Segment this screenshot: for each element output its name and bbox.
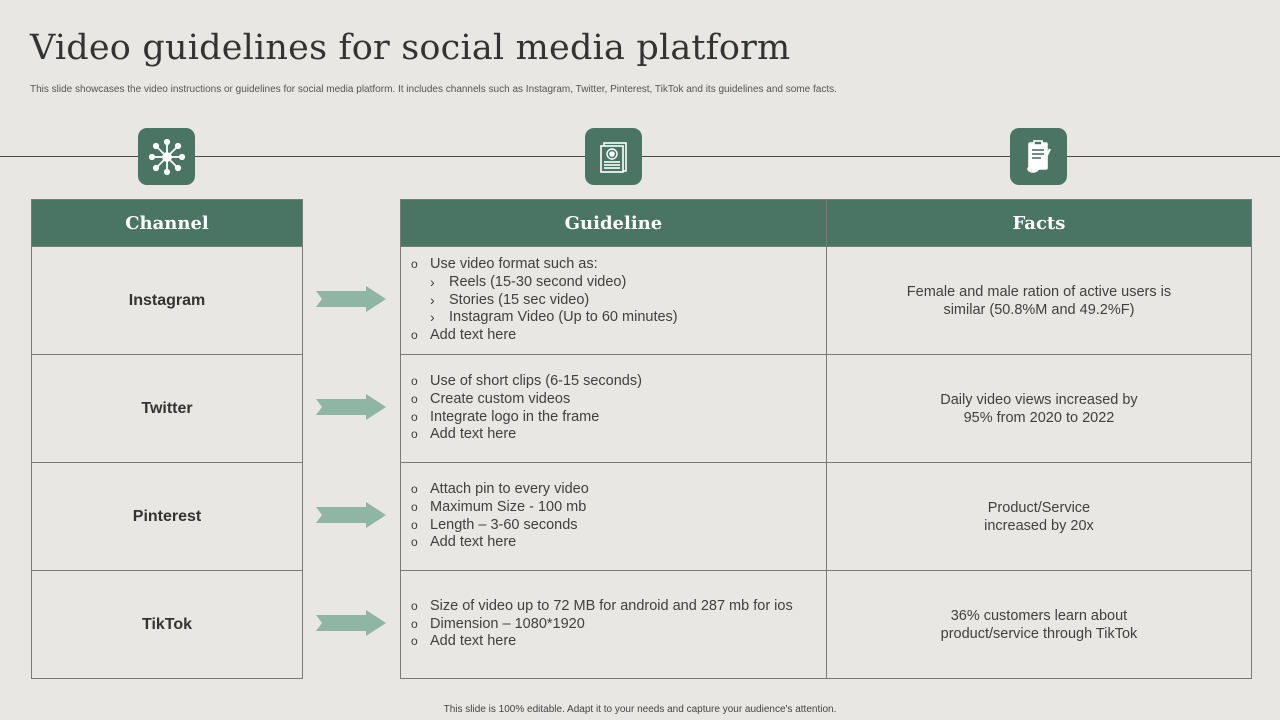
guideline-cell <box>401 463 827 571</box>
bullet: o <box>411 328 418 343</box>
facts-cell <box>826 247 1251 355</box>
guideline-facts-table <box>400 199 1252 679</box>
guideline-text: Maximum Size - 100 mb <box>430 498 587 515</box>
channel-header: Channel <box>32 200 303 247</box>
bullet: o <box>411 391 418 406</box>
bullet: o <box>411 634 418 649</box>
page-subtitle: This slide showcases the video instructions or guidelines for social media platform. It includes channels such as Instagram, Twitter, Pinterest, TikTok and its guidelines and some facts. <box>30 84 837 95</box>
arrow-right-icon <box>316 394 386 420</box>
guideline-text: Dimension – 1080*1920 <box>430 615 585 632</box>
guideline-text: Use of short clips (6-15 seconds) <box>430 372 642 389</box>
clipboard-pen-icon <box>1010 128 1067 185</box>
guideline-cell <box>401 247 827 355</box>
arrow-right-icon <box>316 286 386 312</box>
footer-note: This slide is 100% editable. Adapt it to your needs and capture your audience's attention. <box>443 704 837 715</box>
network-icon <box>138 128 195 185</box>
newspaper-icon <box>585 128 642 185</box>
facts-header: Facts <box>826 200 1251 247</box>
facts-text: 36% customers learn about <box>950 607 1128 624</box>
list-item <box>411 373 826 391</box>
guideline-text: Stories (15 sec video) <box>449 291 590 308</box>
arrow-right-icon <box>316 502 386 528</box>
facts-text: similar (50.8%M and 49.2%F) <box>943 301 1135 318</box>
facts-text: Daily video views increased by <box>940 391 1138 408</box>
bullet: o <box>411 598 418 613</box>
list-item <box>411 327 826 345</box>
facts-text: Female and male ration of active users is <box>906 283 1172 300</box>
list-item <box>411 409 826 427</box>
facts-cell <box>826 571 1251 679</box>
guideline-list <box>401 256 826 345</box>
facts-text: Product/Service <box>987 499 1091 516</box>
guideline-text: Add text here <box>430 327 517 344</box>
table-row <box>401 355 1252 463</box>
guideline-text: Use video format such as: <box>430 256 598 272</box>
guideline-cell <box>401 355 827 463</box>
guideline-text: Add text here <box>430 426 517 443</box>
list-item <box>411 517 826 535</box>
channel-table <box>31 199 303 679</box>
bullet: o <box>411 257 418 271</box>
guideline-text: Add text here <box>430 534 517 551</box>
guideline-text: Instagram Video (Up to 60 minutes) <box>449 309 678 326</box>
guideline-text: Integrate logo in the frame <box>430 408 600 425</box>
guideline-text: Length – 3-60 seconds <box>430 516 578 533</box>
facts-cell <box>826 355 1251 463</box>
guideline-header: Guideline <box>401 200 827 247</box>
table-row <box>401 463 1252 571</box>
list-item <box>411 256 826 274</box>
list-item <box>411 309 826 327</box>
guideline-list <box>401 598 826 651</box>
facts-cell <box>826 463 1251 571</box>
facts-text: product/service through TikTok <box>940 625 1138 642</box>
guideline-text: Add text here <box>430 633 517 650</box>
list-item <box>411 481 826 499</box>
guideline-cell <box>401 571 827 679</box>
bullet: › <box>430 309 435 326</box>
channel-cell: TikTok <box>32 571 303 679</box>
arrow-right-icon <box>316 610 386 636</box>
facts-text: 95% from 2020 to 2022 <box>963 409 1115 426</box>
bullet: o <box>411 517 418 532</box>
list-item <box>411 391 826 409</box>
table-row <box>401 571 1252 679</box>
guideline-text: Create custom videos <box>430 390 571 407</box>
guideline-list <box>401 373 826 444</box>
guideline-text: Reels (15-30 second video) <box>449 273 627 290</box>
bullet: o <box>411 535 418 550</box>
table-row <box>401 247 1252 355</box>
list-item <box>411 534 826 552</box>
list-item <box>411 292 826 310</box>
bullet: o <box>411 616 418 631</box>
bullet: o <box>411 373 418 388</box>
bullet: › <box>430 291 435 308</box>
bullet: o <box>411 427 418 442</box>
list-item <box>411 499 826 517</box>
bullet: o <box>411 499 418 514</box>
list-item <box>411 598 826 616</box>
list-item <box>411 426 826 444</box>
channel-cell: Twitter <box>32 355 303 463</box>
channel-cell: Pinterest <box>32 463 303 571</box>
list-item <box>411 633 826 651</box>
facts-text: increased by 20x <box>984 517 1094 534</box>
bullet: o <box>411 481 418 496</box>
page-title: Video guidelines for social media platform <box>30 28 791 68</box>
bullet: o <box>411 409 418 424</box>
guideline-text: Size of video up to 72 MB for android and 287 mb for ios <box>430 597 793 614</box>
bullet: › <box>430 273 435 290</box>
guideline-text: Attach pin to every video <box>430 480 589 497</box>
guideline-list <box>401 481 826 552</box>
list-item <box>411 274 826 292</box>
channel-cell: Instagram <box>32 247 303 355</box>
list-item <box>411 616 826 634</box>
